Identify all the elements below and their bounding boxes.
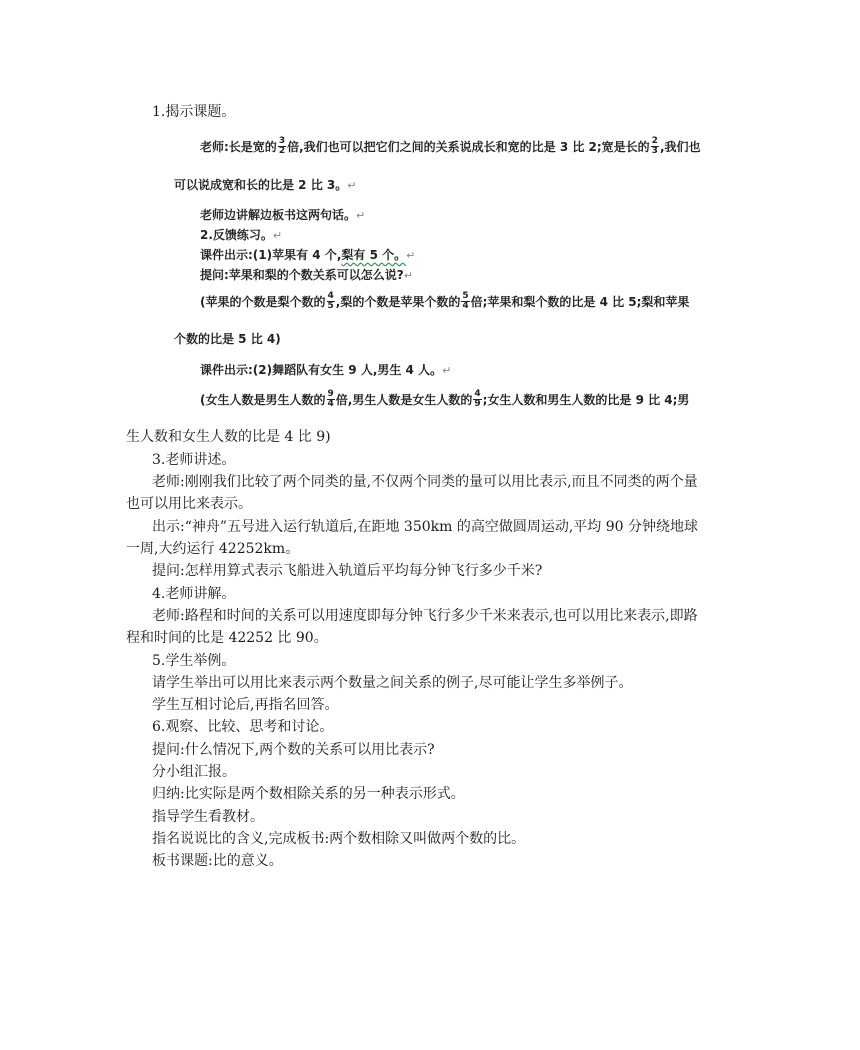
paragraph-line: 学生互相讨论后,再指名回答。 (152, 697, 339, 713)
section-heading: 1.揭示课题。 (152, 104, 236, 120)
return-mark-icon: ↵ (356, 209, 366, 222)
fraction: $\frac{3}{2}$ (278, 136, 286, 156)
paragraph-line: 提问:什么情况下,两个数的关系可以用比表示? (152, 742, 435, 758)
return-mark-icon: ↵ (272, 229, 283, 242)
board-note: 老师边讲解边板书这两句话。↵ (200, 208, 366, 222)
answer-1: (苹果的个数是梨个数的 $\frac{4}{5}$ ,梨的个数是苹果个数的 $\frac{5}{4}$ 倍;苹果和梨个数的比是 4 比 5;梨和苹果 (200, 291, 690, 311)
return-mark-icon: ↵ (347, 179, 357, 192)
fraction: $\frac{5}{4}$ (462, 291, 469, 311)
paragraph-line: 老师:路程和时间的关系可以用速度即每分钟飞行多少千米来表示,也可以用比来表示,即路 (152, 608, 698, 624)
answer-2-continued: 生人数和女生人数的比是 4 比 9) (126, 429, 331, 445)
answer-2: (女生人数是男生人数的 $\frac{9}{4}$ 倍,男生人数是女生人数的 $\frac{4}{9}$ ;女生人数和男生人数的比是 9 比 4;男 (200, 389, 690, 409)
paragraph-line: 程和时间的比是 42252 比 90。 (126, 630, 328, 646)
section-heading: 6.观察、比较、思考和讨论。 (152, 719, 334, 735)
teacher-statement-continued: 可以说成宽和长的比是 2 比 3。↵ (174, 178, 357, 192)
paragraph-line: 请学生举出可以用比来表示两个数量之间关系的例子,尽可能让学生多举例子。 (152, 675, 633, 691)
fraction: $\frac{4}{9}$ (474, 389, 481, 409)
return-mark-icon: ↵ (403, 269, 413, 282)
paragraph-line: 提问:怎样用算式表示飞船进入轨道后平均每分钟飞行多少千米? (152, 563, 543, 579)
paragraph-line: 归纳:比实际是两个数相除关系的另一种表示形式。 (152, 786, 465, 802)
exercise-1: 课件出示:(1)苹果有 4 个,梨有 5 个。↵ (200, 248, 416, 262)
spelling-underline: 梨有 5 个。 (341, 248, 407, 262)
paragraph-line: 指导学生看教材。 (152, 809, 264, 825)
paragraph-line: 板书课题:比的意义。 (152, 853, 283, 869)
paragraph-line: 指名说说比的含义,完成板书:两个数相除又叫做两个数的比。 (152, 831, 526, 847)
section-heading: 5.学生举例。 (152, 653, 236, 669)
paragraph-line: 出示:“神舟”五号进入运行轨道后,在距地 350km 的高空做圆周运动,平均 90 分钟绕地球 (152, 519, 699, 535)
paragraph-line: 也可以用比来表示。 (126, 496, 252, 512)
paragraph-line: 一周,大约运行 42252km。 (126, 541, 300, 557)
answer-1-continued: 个数的比是 5 比 4) (174, 332, 281, 346)
paragraph-line: 分小组汇报。 (152, 764, 236, 780)
paragraph-line: 老师:刚刚我们比较了两个同类的量,不仅两个同类的量可以用比表示,而且不同类的两个量 (152, 474, 698, 490)
fraction: $\frac{9}{4}$ (327, 389, 334, 409)
section-heading: 4.老师讲解。 (152, 586, 236, 602)
fraction: $\frac{4}{5}$ (327, 291, 334, 311)
teacher-statement: 老师:长是宽的 $\frac{3}{2}$ 倍,我们也可以把它们之间的关系说成长和宽的比是 3 比 2;宽是长的 $\frac{2}{3}$ ,我们也 (200, 136, 701, 156)
exercise-2: 课件出示:(2)舞蹈队有女生 9 人,男生 4 人。↵ (200, 363, 452, 377)
fraction: $\frac{2}{3}$ (651, 136, 658, 156)
return-mark-icon: ↵ (406, 249, 416, 262)
question-1: 提问:苹果和梨的个数关系可以怎么说?↵ (200, 268, 413, 282)
section-heading: 2.反馈练习。↵ (200, 228, 283, 242)
section-heading: 3.老师讲述。 (152, 452, 236, 468)
return-mark-icon: ↵ (442, 364, 452, 377)
